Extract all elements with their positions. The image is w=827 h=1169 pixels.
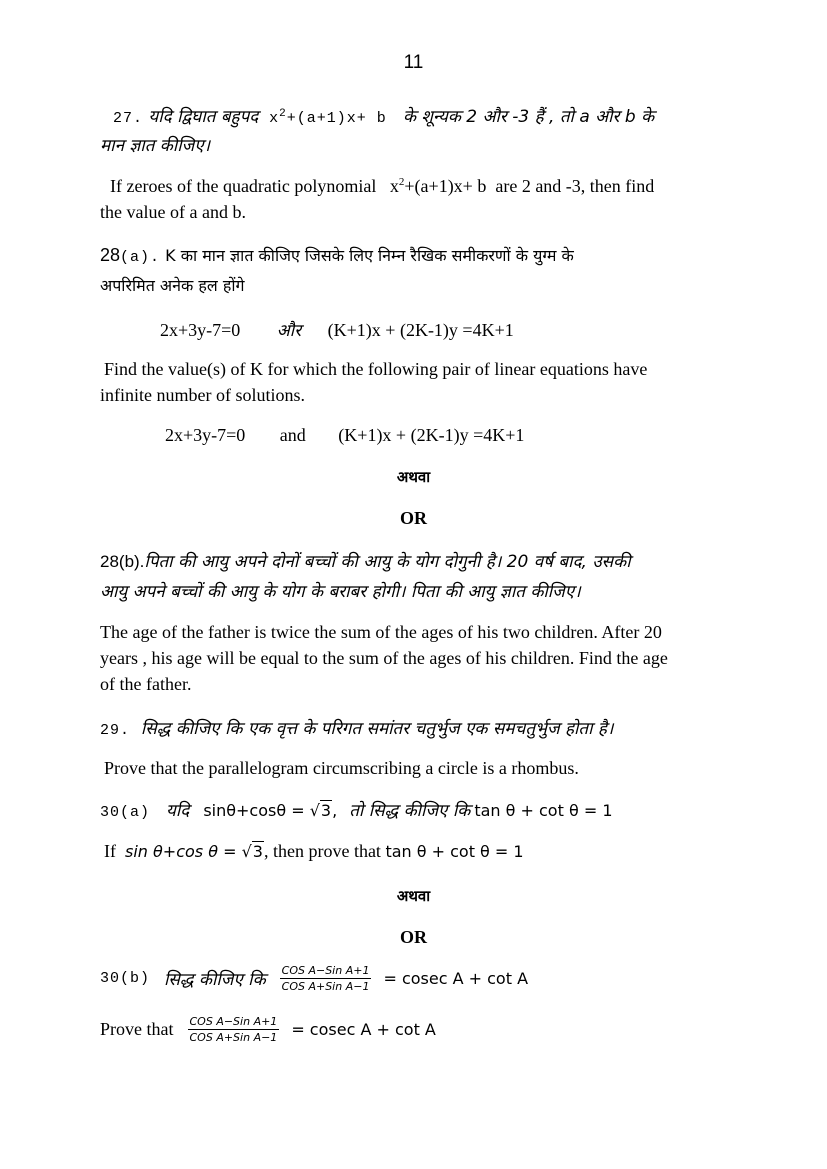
q30b-hindi: 30(b) सिद्ध कीजिए कि $\frac{\text{COS A−Sin A+1}}{\text{COS A+Sin A−1}}$ = cosec A + cot A — [100, 964, 529, 993]
q27-hindi-text2: के शून्यक 2 और -3 हैं , तो a और b के — [402, 107, 655, 127]
q28b-number: 28(b). — [100, 552, 145, 571]
q30b-english: Prove that $\frac{\text{COS A−Sin A+1}}{\text{COS A+Sin A−1}}$ = cosec A + cot A — [100, 1015, 436, 1044]
q28a-hindi-line1: 28(a). K का मान ज्ञात कीजिए जिसके लिए निम्न रैखिक समीकरणों के युग्म के — [100, 245, 574, 266]
q28a-hindi-line2: अपरिमित अनेक हल होंगे — [100, 276, 245, 295]
q28a-number: 28 — [100, 245, 121, 265]
q28a-equations-hindi: 2x+3y-7=0 और (K+1)x + (2K-1)y =4K+1 — [160, 320, 514, 341]
q27-english-line1: If zeroes of the quadratic polynomial $x^2+(a+1)x+ b$ are 2 and -3, then find — [110, 176, 655, 196]
or-english-1: OR — [400, 508, 427, 528]
page-number: 11 — [403, 52, 424, 73]
q27-hindi-line2: मान ज्ञात कीजिए। — [100, 136, 211, 156]
q28a-english-line1: Find the value(s) of K for which the following pair of linear equations have — [104, 359, 648, 379]
q27-english-line2: the value of a and b. — [100, 202, 246, 222]
q28b-english-line1: The age of the father is twice the sum of the ages of his two children. After 20 — [100, 622, 662, 642]
q27-english-polynomial: $x^2+(a+1)x+ b$ — [389, 176, 487, 196]
q30a-hindi: 30(a) यदि sinθ+cosθ = √3, तो सिद्ध कीजिए कि tan θ + cot θ = 1 — [100, 801, 613, 821]
q30a-number: 30(a) — [100, 804, 151, 821]
q28b-english-line3: of the father. — [100, 674, 192, 694]
q29-english: Prove that the parallelogram circumscribing a circle is a rhombus. — [104, 758, 579, 778]
q28b-english-line2: years , his age will be equal to the sum of the ages of his children. Find the age — [100, 648, 668, 668]
q29-number: 29. — [100, 722, 131, 739]
q29-hindi: 29. सिद्ध कीजिए कि एक वृत्त के परिगत समांतर चतुर्भुज एक समचतुर्भुज होता है। — [100, 719, 614, 739]
q27-number: 27. — [113, 110, 144, 127]
or-hindi-2: अथवा — [396, 887, 431, 905]
q28b-hindi-line1: 28(b).पिता की आयु अपने दोनों बच्चों की आयु के योग दोगुनी है। 20 वर्ष बाद, उसकी — [100, 552, 631, 572]
q27-hindi-line1 — [113, 104, 654, 127]
q30b-fraction-english: $\frac{\text{COS A−Sin A+1}}{\text{COS A+Sin A−1}}$ — [189, 1015, 278, 1044]
q28a-equations-english: 2x+3y-7=0 and (K+1)x + (2K-1)y =4K+1 — [165, 425, 525, 445]
q30b-number: 30(b) — [100, 970, 151, 987]
sqrt-3-hindi: √3 — [309, 801, 332, 820]
q27-hindi-text1: यदि द्विघात बहुपद — [148, 107, 259, 127]
sqrt-3-english: √3 — [241, 842, 263, 861]
or-hindi-1: अथवा — [396, 468, 431, 486]
or-english-2: OR — [400, 927, 427, 947]
q30a-english: If sin θ+cos θ = √3, then prove that tan θ + cot θ = 1 — [104, 841, 524, 861]
q28a-english-line2: infinite number of solutions. — [100, 385, 305, 405]
q30b-fraction-hindi: $\frac{\text{COS A−Sin A+1}}{\text{COS A+Sin A−1}}$ — [281, 964, 370, 993]
q27-hindi-polynomial: $x^2+(a+1)x+ b$ — [269, 108, 387, 127]
q28b-hindi-line2: आयु अपने बच्चों की आयु के योग के बराबर होगी। पिता की आयु ज्ञात कीजिए। — [100, 582, 581, 602]
